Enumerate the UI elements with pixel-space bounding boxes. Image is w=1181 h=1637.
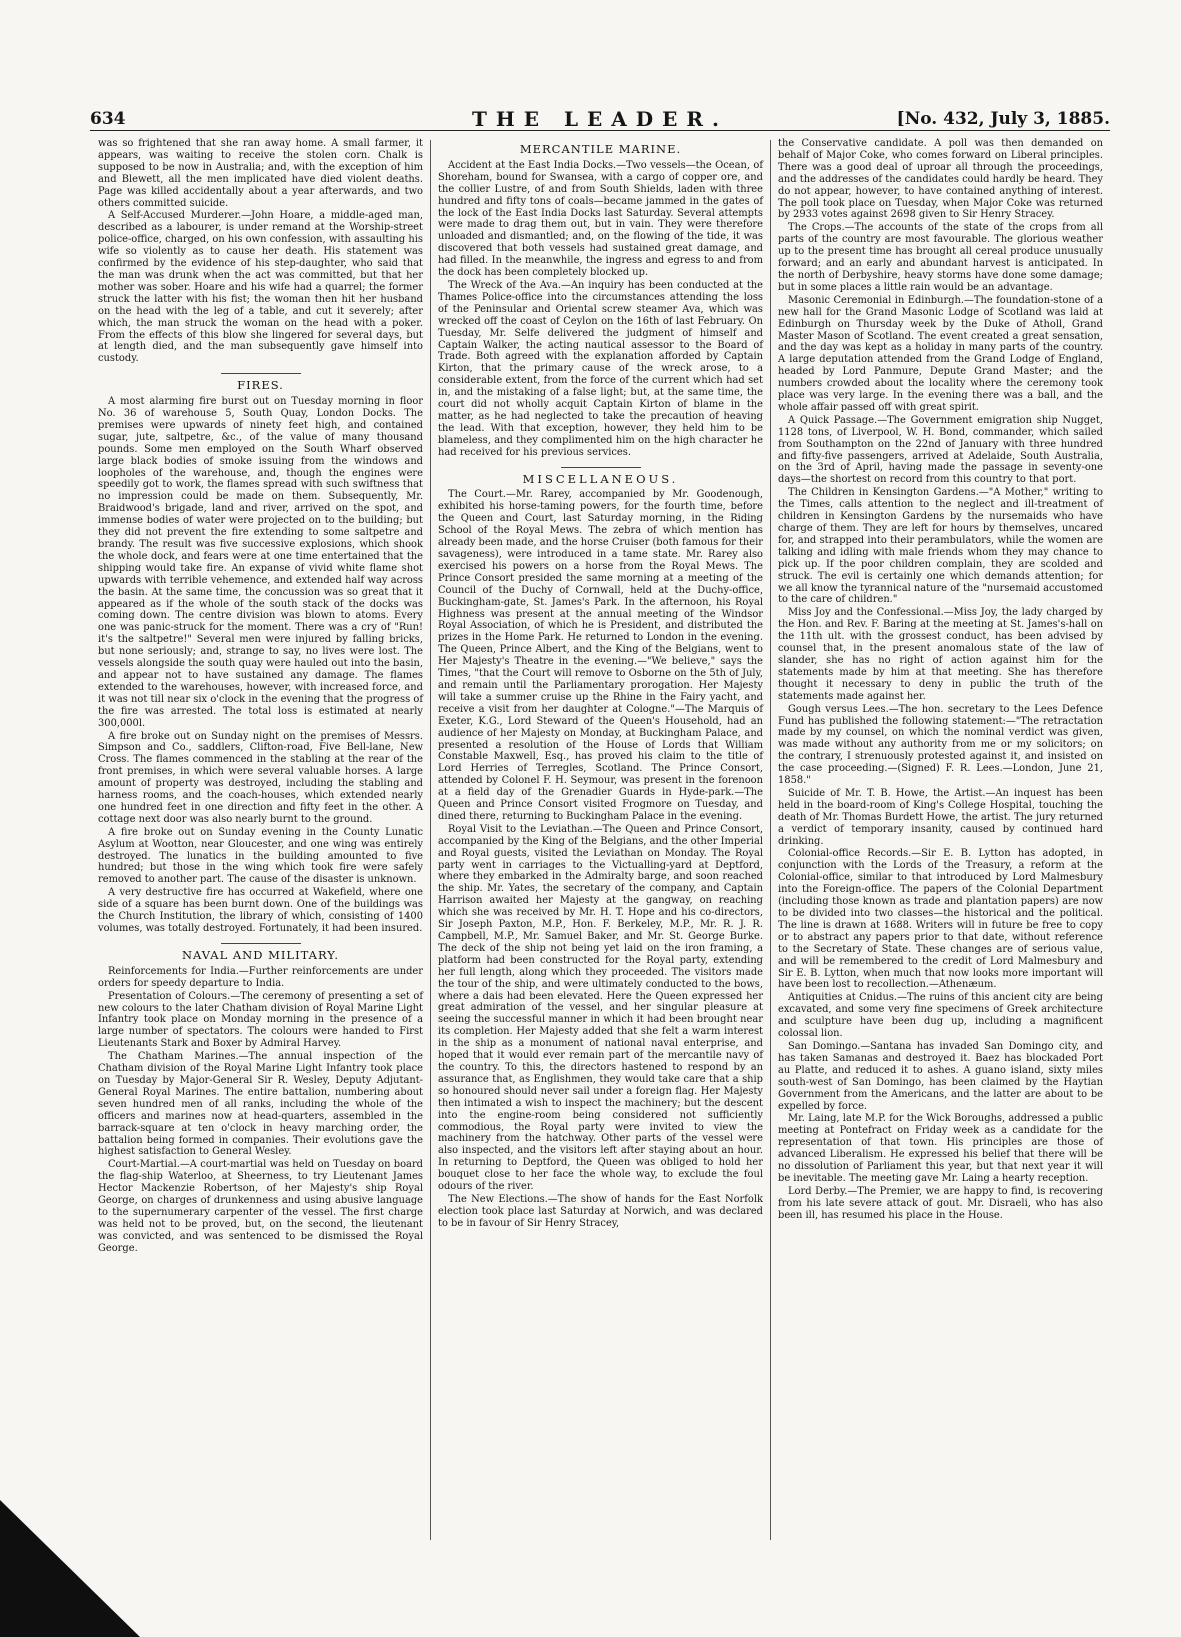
article-howe: Suicide of Mr. T. B. Howe, the Artist.—An inquest has been held in the board-room of King's College Hospital, touching the death of Mr. Thomas Burdett Howe, the artist. The jury returned a verdict of temporary insanity, caused by continued hard drinking.	[778, 787, 1103, 847]
article-paragraph: was so frightened that she ran away home. A small farmer, it appears, was waiting to receive the stolen corn. Chalk is supposed to be now in Australia; and, with the exception of him and Blewett, all the men implicated have died violent deaths. Page was killed accidentally about a year afterwards, and two others committed suicide.	[98, 138, 423, 209]
article-leviathan: Royal Visit to the Leviathan.—The Queen and Prince Consort, accompanied by the King of the Belgians, and the other Imperial and Royal guests, visited the Leviathan on Monday. The Royal party went in carriages to the Victualling-yard at Deptford, where they embarked in the Admiralty barge, and soon reached the ship. Mr. Yates, the secretary of the company, and Captain Harrison awaited her Majesty at the gangway, on reaching which she was received by Mr. H. T. Hope and his co-directors, Sir Joseph Paxton, M.P., Hon. F. Berkeley, M.P., Mr. R. J. R. Campbell, M.P., Mr. Samuel Baker, and Mr. St. George Burke. The deck of the ship not being yet laid on the iron framing, a platform had been constructed for the Royal party, extending her full length, along which they proceeded. The visitors made the tour of the ship, and were ultimately conducted to the bows, where a dais had been elevated. Here the Queen expressed her great admiration of the vessel, and her singular pleasure at seeing the successful manner in which it had been brought near its completion. Her Majesty added that she felt a warm interest in the ship as a monument of national naval enterprise, and hoped that it would ever remain part of the mercantile navy of the country. To this, the directors hastened to respond by an assurance that, as Englishmen, they would take care that a ship so honoured should never sail under a foreign flag. Her Majesty then intimated a wish to inspect the machinery; but the descent into the engine-room being considered not sufficiently commodious, the Royal party were invited to view the machinery from the hatchway. Other parts of the vessel were also inspected, and the visitors left after staying about an hour. In returning to Deptford, the Queen was obliged to hold her bouquet close to her face the whole way, to exclude the foul odours of the river.	[438, 823, 763, 1193]
article-domingo: San Domingo.—Santana has invaded San Domingo city, and has taken Samanas and destroyed it. Baez has blockaded Port au Platte, and reduced it to ashes. A guano island, sixty miles south-west of San Domingo, has been claimed by the Haytian Government from the Americans, and the latter are about to be expelled by force.	[778, 1040, 1103, 1112]
scan-corner-shadow	[0, 1500, 140, 1637]
section-heading-misc: MISCELLANEOUS.	[522, 471, 679, 486]
article-passage: A Quick Passage.—The Government emigration ship Nugget, 1128 tons, of Liverpool, W. H. Bond, commander, which sailed from Southampton on the 22nd of January with three hundred and fifty-five passengers, arrived at Adelaide, South Australia, on the 3rd of April, having made the passage in seventy-one days—the shortest on record from this country to that port.	[778, 414, 1103, 486]
article-elections: The New Elections.—The show of hands for the East Norfolk election took place last Saturday at Norwich, and was declared to be in favour of Sir Henry Stracey,	[438, 1193, 763, 1229]
article-fire: A very destructive fire has occurred at Wakefield, where one side of a square has been burnt down. One of the buildings was the Church Institution, the library of which, consisting of 1400 volumes, was totally destroyed. Fortunately, it had been insured.	[98, 887, 423, 934]
article-ava: The Wreck of the Ava.—An inquiry has been conducted at the Thames Police-office into the circumstances attending the loss of the Peninsular and Oriental screw steamer Ava, which was wrecked off the coast of Ceylon on the 16th of last February. On Tuesday, Mr. Selfe delivered the judgment of himself and Captain Walker, the acting nautical assessor to the Board of Trade. Both agreed with the explanation afforded by Captain Kirton, that the primary cause of the wreck arose, to a considerable extent, from the force of the current which had set in, and the mistaking of a false light; but, at the same time, the court did not wholly acquit Captain Kirton of blame in the matter, as he had neglected to take the precaution of heaving the lead. With that exception, however, they held him to be blameless, and they complimented him on the high character he had received for his previous services.	[438, 279, 763, 458]
section-rule	[561, 467, 641, 468]
article-fire: A most alarming fire burst out on Tuesday morning in floor No. 36 of warehouse 5, South Quay, London Docks. The premises were upwards of ninety feet high, and contained sugar, jute, saltpetre, &c., of the value of many thousand pounds. Some men employed on the South Wharf observed large black bodies of smoke issuing from the windows and loopholes of the warehouse, and, though the engines were speedily got to work, the flames spread with such swiftness that no impression could be made on them. Subsequently, Mr. Braidwood's brigade, land and river, arrived on the spot, and immense bodies of water were projected on to the building; but they did not prevent the fire extending to some saltpetre and brandy. The result was five successive explosions, which shook the whole dock, and fears were at one time entertained that the shipping would take fire. An expanse of vivid white flame shot upwards with terrible vehemence, and extended half way across the basin. At the same time, the concussion was so great that it appeared as if the whole of the south stack of the docks was coming down. The centre division was blown to atoms. Every one was panic-struck for the moment. There was a cry of "Run! it's the saltpetre!" Several men were injured by falling bricks, but none seriously; and, strange to say, no lives were lost. The vessels alongside the south quay were hauled out into the basin, and appear not to have sustained any damage. The flames extended to the warehouses, however, with increased force, and it was not till near six o'clock in the evening that the progress of the fire was arrested. The total loss is estimated at nearly 300,000l.	[98, 396, 423, 729]
issue-info: [No. 432, July 3, 1885.	[896, 109, 1110, 129]
article-joy: Miss Joy and the Confessional.—Miss Joy, the lady charged by the Hon. and Rev. F. Baring at the meeting at St. James's-hall on the 11th ult. with the grossest conduct, has been advised by counsel that, in the present anomalous state of the law of slander, she has no right of action against him for the statements made by him at that meeting. She has therefore thought it necessary to deny in public the truth of the statements made against her.	[778, 607, 1103, 702]
column-divider	[770, 140, 771, 1540]
article-murderer: A Self-Accused Murderer.—John Hoare, a middle-aged man, described as a labourer, is under remand at the Worship-street police-office, charged, on his own confession, with assaulting his wife so violently as to cause her death. His statement was confirmed by the evidence of his step-daughter, who said that the man was drunk when the act was committed, but that her mother was sober. Hoare and his wife had a quarrel; the former struck the latter with his fist; the woman then hit her husband on the head with the leg of a table, and cut it severely; after which, the man struck the woman on the head with a poker. From the effects of this blow she lingered for several days, but at length died, and the man subsequently gave himself into custody.	[98, 210, 423, 365]
column-divider	[430, 140, 431, 1540]
article-reinforcements: Reinforcements for India.—Further reinforcements are under orders for speedy departure to India.	[98, 965, 423, 989]
masthead-rule	[90, 130, 1110, 131]
article-laing: Mr. Laing, late M.P. for the Wick Boroughs, addressed a public meeting at Pontefract on Friday week as a candidate for the representation of that town. His principles are those of advanced Liberalism. He expressed his belief that there will be no dissolution of Parliament this year, but that next year it will be inevitable. The meeting gave Mr. Laing a hearty reception.	[778, 1113, 1103, 1184]
article-court: The Court.—Mr. Rarey, accompanied by Mr. Goodenough, exhibited his horse-taming powers, for the fourth time, before the Queen and Court, last Saturday morning, in the Riding School of the Royal Mews. The zebra of which mention has already been made, and the horse Cruiser (both famous for their savageness), were introduced in a tame state. Mr. Rarey also exercised his powers on a horse from the Royal Mews. The Prince Consort presided the same morning at a meeting of the Council of the Duchy of Cornwall, held at the Duchy-office, Buckingham-gate, St. James's Park. In the afternoon, his Royal Highness was present at the annual meeting of the Windsor Royal Association, of which he is President, and distributed the prizes in the Home Park. He returned to London in the evening. The Queen, Prince Albert, and the King of the Belgians, went to Her Majesty's Theatre in the evening.—"We believe," says the Times, "that the Court will remove to Osborne on the 5th of July, and remain until the Parliamentary prorogation. Her Majesty will take a summer cruise up the Rhine in the Fairy yacht, and receive a visit from her daughter at Cologne."—The Marquis of Exeter, K.G., Lord Steward of the Queen's Household, had an audience of her Majesty on Monday, at Buckingham Palace, and presented a resolution of the House of Lords that William Constable Maxwell, Esq., has proved his claim to the title of Lord Herries of Terregles, Scotland. The Prince Consort, attended by Colonel F. H. Seymour, was present in the forenoon at a field day of the Grenadier Guards in Hyde-park.—The Queen and Prince Consort visited Frogmore on Tuesday, and dined there, returning to Buckingham Palace in the evening.	[438, 489, 763, 822]
article-fire: A fire broke out on Sunday night on the premises of Messrs. Simpson and Co., saddlers, Clifton-road, Five Bell-lane, New Cross. The flames commenced in the stabling at the rear of the front premises, in which were several valuable horses. A large amount of property was destroyed, including the stabling and harness rooms, and the coach-houses, which extended nearly one hundred feet in one direction and fifty feet in the other. A cottage next door was also nearly burnt to the ground.	[98, 730, 423, 825]
section-rule	[221, 943, 301, 944]
article-masonic: Masonic Ceremonial in Edinburgh.—The foundation-stone of a new hall for the Grand Masonic Lodge of Scotland was laid at Edinburgh on Thursday week by the Duke of Atholl, Grand Master Mason of Scotland. The event created a great sensation, and the day was kept as a holiday in many parts of the country. A large deputation attended from the Grand Lodge of England, headed by Lord Panmure, Depute Grand Master; and the numbers crowded about the locality where the ceremony took place was very large. In the evening there was a ball, and the whole affair passed off with great spirit.	[778, 294, 1103, 413]
article-kensington: The Children in Kensington Gardens.—"A Mother," writing to the Times, calls attention to the neglect and ill-treatment of children in Kensington Gardens by the nursemaids who have charge of them. They are left for hours by themselves, uncared for, and strapped into their perambulators, while the women are talking and idling with male friends whom they may chance to pick up. If the poor children complain, they are scolded and struck. The evil is certainly one which demands attention; for we all know the tyrannical nature of the "nursemaid accustomed to the care of children."	[778, 487, 1103, 606]
article-marines: The Chatham Marines.—The annual inspection of the Chatham division of the Royal Marine Light Infantry took place on Tuesday by Major-General Sir R. Wesley, Deputy Adjutant-General Royal Marines. The entire battalion, numbering about seven hundred men of all ranks, including the whole of the officers and marines now at head-quarters, assembled in the barrack-square at ten o'clock in heavy marching order, the battalion being formed in companies. Their evolutions gave the highest satisfaction to General Wesley.	[98, 1051, 423, 1158]
newspaper-title: THE LEADER.	[472, 107, 728, 131]
article-cnidus: Antiquities at Cnidus.—The ruins of this ancient city are being excavated, and some very fine specimens of Greek architecture and sculpture have been dug up, including a magnificent colossal lion.	[778, 992, 1103, 1040]
column-1	[98, 138, 423, 1256]
section-heading-fires: FIRES.	[237, 378, 284, 393]
article-colours: Presentation of Colours.—The ceremony of presenting a set of new colours to the later Chatham division of Royal Marine Light Infantry took place on Monday morning in the presence of a large number of spectators. The colours were handed to First Lieutenants Stark and Boxer by Admiral Harvey.	[98, 990, 423, 1050]
article-continuation: the Conservative candidate. A poll was then demanded on behalf of Major Coke, who comes forward on Liberal principles. There was a good deal of uproar all through the proceedings, and the addresses of the candidates could hardly be heard. They do not appear, however, to have contained anything of interest. The poll took place on Tuesday, when Major Coke was returned by 2933 votes against 2698 given to Sir Henry Stracey.	[778, 138, 1103, 221]
article-derby: Lord Derby.—The Premier, we are happy to find, is recovering from his late severe attack of gout. Mr. Disraeli, who has also been ill, has resumed his place in the House.	[778, 1185, 1103, 1221]
article-fire: A fire broke out on Sunday evening in the County Lunatic Asylum at Wootton, near Gloucester, and one wing was entirely destroyed. The lunatics in the building amounted to five hundred; but those in the wing which took fire were safely removed to another part. The cause of the disaster is unknown.	[98, 826, 423, 886]
section-rule	[221, 373, 301, 374]
article-gough: Gough versus Lees.—The hon. secretary to the Lees Defence Fund has published the following statement:—"The retractation made by my counsel, on which the nominal verdict was given, was made without any authority from me or my solicitors; on the contrary, I strenuously protested against it, and insisted on the case proceeding.—(Signed) F. R. Lees.—London, June 21, 1858."	[778, 703, 1103, 787]
article-docks: Accident at the East India Docks.—Two vessels—the Ocean, of Shoreham, bound for Swansea, with a cargo of copper ore, and the collier Lustre, of and from South Shields, laden with three hundred and fifty tons of coals—became jammed in the gates of the lock of the East India Docks last Saturday. Several attempts were made to drag them out, but in vain. They were therefore unloaded and dismantled; and, on the flowing of the tide, it was discovered that both vessels had sustained great damage, and had filled. In the meanwhile, the ingress and egress to and from the dock has been completely blocked up.	[438, 159, 763, 279]
article-crops: The Crops.—The accounts of the state of the crops from all parts of the country are most favourable. The glorious weather up to the present time has brought all cereal produce unusually forward; and an early and abundant harvest is anticipated. In the north of Derbyshire, heavy storms have done some damage; but in some places a little rain would be an advantage.	[778, 222, 1103, 293]
article-court-martial: Court-Martial.—A court-martial was held on Tuesday on board the flag-ship Waterloo, at Sheerness, to try Lieutenant James Hector Mackenzie Robertson, of her Majesty's ship Royal George, on charges of drunkenness and using abusive language to the supernumerary carpenter of the vessel. The first charge was held not to be proved, but, on the second, the lieutenant was convicted, and was sentenced to be dismissed the Royal George.	[98, 1159, 423, 1254]
article-colonial: Colonial-office Records.—Sir E. B. Lytton has adopted, in conjunction with the Lords of the Treasury, a reform at the Colonial-office, similar to that introduced by Lord Malmesbury into the Foreign-office. The papers of the Colonial Department (including those known as trade and plantation papers) are now to be divided into two classes—the historical and the political. The line is drawn at 1688. Writers will in future be free to copy or to abstract any papers prior to that date, without reference to the Secretary of State. These changes are of serious value, and will be remembered to the credit of Lord Malmesbury and Sir E. B. Lytton, when much that now looks more important will have been lost to recollection.—Athenæum.	[778, 848, 1103, 991]
section-heading-naval: NAVAL AND MILITARY.	[181, 947, 340, 962]
section-heading-marine: MERCANTILE MARINE.	[519, 142, 682, 156]
column-3	[778, 138, 1103, 1223]
page-number: 634	[90, 109, 126, 129]
column-2	[438, 138, 763, 1231]
